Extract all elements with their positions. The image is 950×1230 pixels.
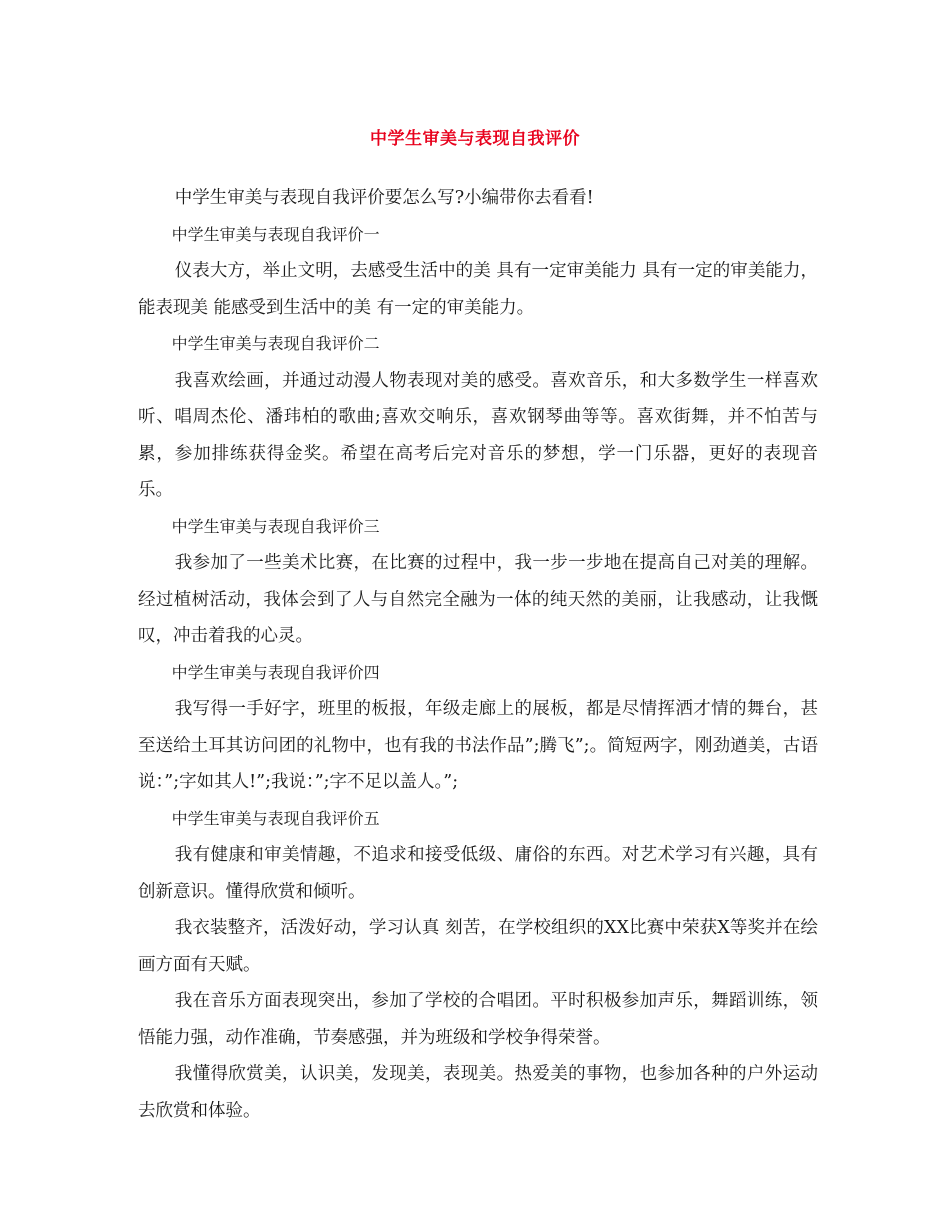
section-heading: 中学生审美与表现自我评价二 bbox=[171, 334, 380, 353]
section-heading: 中学生审美与表现自我评价一 bbox=[171, 224, 380, 244]
paragraph: 我喜欢绘画，并通过动漫人物表现对美的感受。喜欢音乐，和大多数学生一样喜欢听、唱周杰伦、潘玮柏的歌曲;喜欢交响乐，喜欢钢琴曲等等。喜欢街舞，并不怕苦与累，参加排练获得金奖。希望在高考后完对音乐的梦想，学一门乐器，更好的表现音乐。 bbox=[138, 370, 818, 500]
section-heading: 中学生审美与表现自我评价三 bbox=[171, 516, 380, 536]
document-title: 中学生审美与表现自我评价 bbox=[370, 129, 580, 149]
paragraph: 我衣装整齐，活泼好动，学习认真 刻苦，在学校组织的XX比赛中荣获X等奖并在绘画方面有天赋。 bbox=[138, 918, 818, 975]
section-heading: 中学生审美与表现自我评价四 bbox=[171, 662, 380, 682]
paragraph: 我懂得欣赏美，认识美，发现美，表现美。热爱美的事物，也参加各种的户外运动去欣赏和体验。 bbox=[138, 1064, 818, 1121]
paragraph: 我在音乐方面表现突出，参加了学校的合唱团。平时积极参加声乐，舞蹈训练，领悟能力强，动作准确，节奏感强，并为班级和学校争得荣誉。 bbox=[138, 991, 818, 1048]
paragraph: 我有健康和审美情趣，不追求和接受低级、庸俗的东西。对艺术学习有兴趣，具有创新意识。懂得欣赏和倾听。 bbox=[138, 845, 818, 902]
paragraph: 仪表大方，举止文明，去感受生活中的美 具有一定审美能力 具有一定的审美能力，能表现美 能感受到生活中的美 有一定的审美能力。 bbox=[138, 261, 818, 318]
section-heading: 中学生审美与表现自我评价五 bbox=[171, 808, 380, 828]
paragraph: 中学生审美与表现自我评价要怎么写?小编带你去看看! bbox=[174, 188, 594, 208]
paragraph: 我写得一手好字，班里的板报，年级走廊上的展板，都是尽情挥洒才情的舞台，甚至送给土耳其访问团的礼物中，也有我的书法作品”;腾飞”;。简短两字，刚劲遒美，古语说：”;字如其人!”;我说：”;字不足以盖人。”; bbox=[138, 699, 818, 792]
paragraph: 我参加了一些美术比赛，在比赛的过程中，我一步一步地在提高自己对美的理解。经过植树活动，我体会到了人与自然完全融为一体的纯天然的美丽，让我感动，让我慨叹，冲击着我的心灵。 bbox=[138, 553, 818, 646]
document-body bbox=[138, 180, 818, 1129]
